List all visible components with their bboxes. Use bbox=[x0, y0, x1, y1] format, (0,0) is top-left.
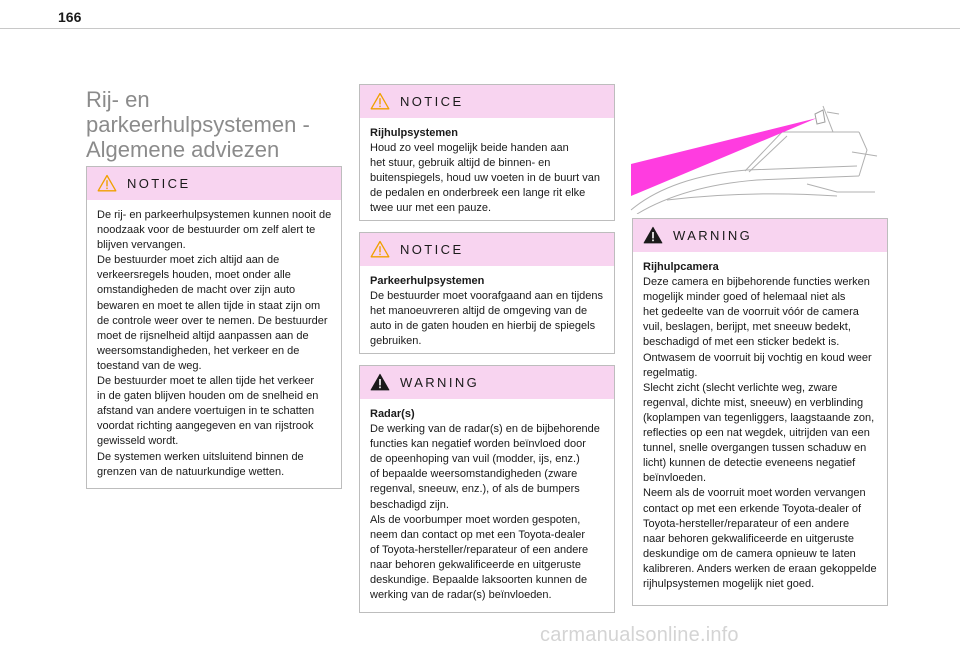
text-line: buitenspiegels, houd uw voeten in de buurt van bbox=[370, 172, 600, 185]
notice-label: NOTICE bbox=[400, 242, 464, 257]
notice-header bbox=[360, 233, 614, 266]
text-line: Ontwasem de voorruit bij vochtig en koud weer bbox=[643, 351, 872, 364]
text-line: Neem als de voorruit moet worden vervangen bbox=[643, 487, 866, 500]
text-line: naar behoren gekwalificeerde en uitgeruste bbox=[370, 558, 581, 571]
notice-parking-heading: Parkeerhulpsystemen bbox=[370, 275, 485, 287]
text-line: Slecht zicht (slecht verlichte weg, zware bbox=[643, 381, 838, 394]
text-line: in de gaten blijven houden om de snelheid en bbox=[97, 390, 319, 403]
text-line: bewaren en moet te allen tijde in staat zijn om bbox=[97, 299, 321, 312]
text-line: noodzaak voor de bestuurder om zelf alert te bbox=[97, 224, 316, 237]
notice-label: NOTICE bbox=[127, 176, 191, 191]
notice-driving-body bbox=[360, 118, 614, 217]
text-line: Deze camera en bijbehorende functies werken bbox=[643, 276, 870, 289]
text-line: het manoeuvreren altijd de omgeving van de bbox=[370, 305, 588, 318]
notice-driving-box bbox=[359, 84, 615, 221]
text-line: de controle weer over te nemen. De bestuurder bbox=[97, 314, 328, 327]
text-line: regelmatig. bbox=[643, 366, 698, 379]
warning-radar-box bbox=[359, 365, 615, 613]
warning-radar-body bbox=[360, 399, 614, 603]
notice-general-body bbox=[87, 200, 341, 480]
watermark: carmanualsonline.info bbox=[540, 624, 739, 646]
text-line: de pedalen en onderbreek een lange rit elke bbox=[370, 187, 586, 200]
text-line: auto in de gaten houden en hierbij de spiegels bbox=[370, 320, 596, 333]
text-line: De werking van de radar(s) en de bijbehorende bbox=[370, 423, 600, 436]
text-line: neem dan contact op met een Toyota-dealer bbox=[370, 528, 586, 541]
notice-driving-heading: Rijhulpsystemen bbox=[370, 127, 459, 139]
text-line: deskundige om de camera opnieuw te laten bbox=[643, 547, 856, 560]
top-rule bbox=[0, 28, 960, 29]
text-line: Als de voorbumper moet worden gespoten, bbox=[370, 513, 581, 526]
text-line: Houd zo veel mogelijk beide handen aan bbox=[370, 142, 569, 155]
text-line: regenval, sneeuw, enz.), of als de bumpers bbox=[370, 483, 580, 496]
notice-general-box bbox=[86, 166, 342, 489]
notice-header bbox=[87, 167, 341, 200]
text-line: kalibreren. Anders werken de eraan gekoppelde bbox=[643, 562, 877, 575]
warning-camera-box bbox=[632, 218, 888, 606]
text-line: (koplampen van tegenliggers, laagstaande zon, bbox=[643, 411, 875, 424]
text-line: De systemen werken uitsluitend binnen de bbox=[97, 450, 304, 463]
text-line: De bestuurder moet voorafgaand aan en tijdens bbox=[370, 290, 603, 303]
text-line: moet de rijsnelheid altijd aanpassen aan de bbox=[97, 329, 309, 342]
text-line: rijhulpsystemen mogelijk niet goed. bbox=[643, 577, 815, 590]
text-line: vuil, beslagen, berijpt, met sneeuw bedekt, bbox=[643, 321, 851, 334]
text-line: blijven vervangen. bbox=[97, 239, 186, 252]
text-line: de opeenhoping van vuil (modder, ijs, enz.) bbox=[370, 453, 580, 466]
text-line: De rij- en parkeerhulpsystemen kunnen nooit de bbox=[97, 209, 332, 221]
text-line: naar behoren gekwalificeerde en uitgeruste bbox=[643, 532, 854, 545]
text-line: weersomstandigheden, het verkeer en de bbox=[97, 344, 300, 357]
warning-header bbox=[633, 219, 887, 252]
text-line: verkeersregels houden, moet onder alle bbox=[97, 269, 291, 282]
text-line: deskundige. Bepaalde laksoorten kunnen de bbox=[370, 574, 588, 587]
windshield-camera-illustration bbox=[627, 92, 889, 214]
text-line: omstandigheden de macht over zijn auto bbox=[97, 284, 296, 297]
warning-header bbox=[360, 366, 614, 399]
text-line: De bestuurder moet te allen tijde het verkeer bbox=[97, 375, 315, 388]
warning-camera-heading: Rijhulpcamera bbox=[643, 261, 719, 273]
text-line: twee uur met een pauze. bbox=[370, 202, 492, 215]
text-line: gewisseld wordt. bbox=[97, 435, 179, 448]
text-line: De bestuurder moet zich altijd aan de bbox=[97, 254, 280, 267]
text-line: het gedeelte van de voorruit vóór de camera bbox=[643, 306, 859, 319]
warning-triangle-icon bbox=[643, 226, 663, 244]
text-line: regenval, dichte mist, sneeuw) en verblinding bbox=[643, 396, 864, 409]
caution-triangle-icon bbox=[97, 174, 117, 192]
text-line: Toyota-hersteller/reparateur of een andere bbox=[643, 517, 850, 530]
text-line: of bepaalde weersomstandigheden (zware bbox=[370, 468, 578, 481]
text-line: grenzen van de natuurkundige wetten. bbox=[97, 465, 285, 478]
text-line: functies kan negatief worden beïnvloed door bbox=[370, 438, 586, 451]
text-line: beïnvloeden. bbox=[643, 472, 706, 485]
warning-label: WARNING bbox=[673, 228, 753, 243]
warning-triangle-icon bbox=[370, 373, 390, 391]
notice-label: NOTICE bbox=[400, 94, 464, 109]
caution-triangle-icon bbox=[370, 92, 390, 110]
caution-triangle-icon bbox=[370, 240, 390, 258]
text-line: het stuur, gebruik altijd de binnen- en bbox=[370, 157, 551, 170]
text-line: contact op met een erkende Toyota-dealer of bbox=[643, 502, 862, 515]
text-line: beschadigd zijn. bbox=[370, 498, 449, 511]
warning-camera-body bbox=[633, 252, 887, 592]
text-line: gebruiken. bbox=[370, 335, 422, 348]
warning-label: WARNING bbox=[400, 375, 480, 390]
text-line: of Toyota-hersteller/reparateur of een andere bbox=[370, 543, 589, 556]
section-title-line-2: parkeerhulpsystemen - bbox=[86, 112, 310, 137]
text-line: tunnel, snelle overgangen tussen schaduw en bbox=[643, 442, 867, 455]
text-line: werking van de radar(s) beïnvloeden. bbox=[370, 589, 552, 602]
text-line: mogelijk minder goed of helemaal niet als bbox=[643, 291, 846, 304]
notice-header bbox=[360, 85, 614, 118]
text-line: afstand van andere voertuigen in te schatten bbox=[97, 405, 315, 418]
text-line: toestand van de weg. bbox=[97, 359, 202, 372]
warning-radar-heading: Radar(s) bbox=[370, 408, 415, 420]
notice-parking-body bbox=[360, 266, 614, 349]
section-title-line-3: Algemene adviezen bbox=[86, 137, 280, 162]
section-title-line-1: Rij- en bbox=[86, 87, 150, 112]
text-line: reflecties op een nat wegdek, uitrijden van een bbox=[643, 427, 870, 440]
page-number: 166 bbox=[58, 9, 82, 25]
section-title bbox=[86, 87, 346, 162]
text-line: voordat richting aangegeven en van rijstrook bbox=[97, 420, 314, 433]
notice-parking-box bbox=[359, 232, 615, 354]
text-line: beschadigd of met een sticker bedekt is. bbox=[643, 336, 840, 349]
text-line: licht) kunnen de detectie eveneens negatief bbox=[643, 457, 856, 470]
